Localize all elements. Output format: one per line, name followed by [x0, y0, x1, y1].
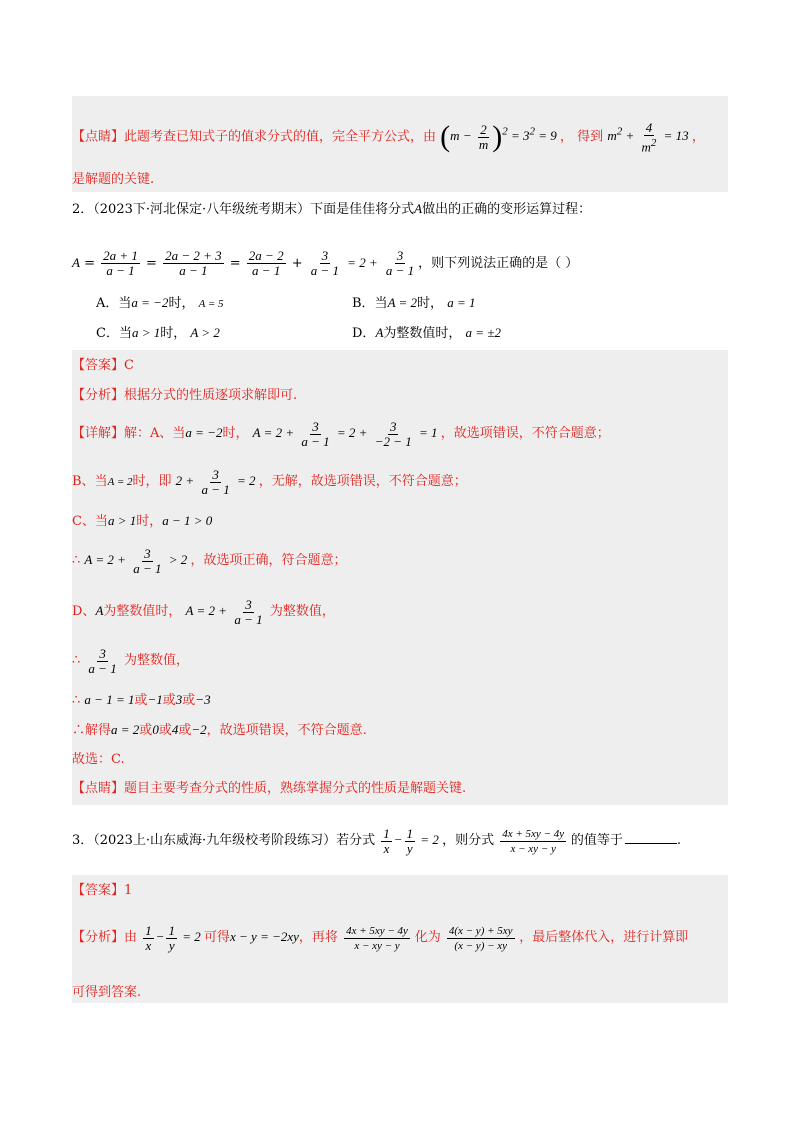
tip-text: 此题考查已知式子的值求分式的值，完全平方公式，由	[124, 129, 437, 145]
q1-tip-line: 【点睛】此题考查已知式子的值求分式的值，完全平方公式，由 (m − $\frac{2}{m}$ )$^2 = 3^2 = 9$ ， 得到 $m^2$ + $\frac{4}{m^2}$ = 13 ，	[72, 119, 705, 155]
q2-detail-b: B、当A = 2时，即 2 + $\frac{3}{a - 1}$ = 2 ，无解，故选项错误，不符合题意；	[72, 466, 467, 497]
q2-analysis: 【分析】根据分式的性质逐项求解即可.	[72, 388, 298, 403]
q3-analysis: 【分析】由 $\frac{1}{x}$ − $\frac{1}{y}$ = 2 可得x − y = −2xy，再将 $\frac{4x + 5xy - 4y}{x - xy - y}$ 化为 $\frac{4(x - y) + 5xy}{(x - y) - xy}$ ，最后整体代入，进行计算即	[72, 922, 689, 953]
q2-equation: A = $\frac{2a + 1}{a - 1}$ = $\frac{2a - 2 + 3}{a - 1}$ = $\frac{2a - 2}{a - 1}$ + $\frac{3}{a - 1}$ = 2 + $\frac{3}{a - 1}$ ，则下列说法正确的是（ ）	[72, 248, 579, 278]
q1-tip-line-2: 是解题的关键.	[72, 172, 155, 187]
tip-tag: 【点睛】	[72, 129, 125, 145]
q2-tip: 【点睛】题目主要考查分式的性质，熟练掌握分式的性质是解题关键.	[72, 781, 467, 796]
q2-detail-d4: ∴解得a = 2或0或4或−2，故选项错误，不符合题意.	[72, 722, 367, 738]
option-a[interactable]: A．当a = −2时， A = 5	[96, 295, 224, 311]
result-expression: $m^2$ + $\frac{4}{m^2}$ = 13	[607, 119, 689, 155]
q2-detail-c: C、当a > 1时，a − 1 > 0	[72, 513, 213, 529]
q3-stem: 3．（2023上·山东威海·九年级校考阶段练习）若分式 $\frac{1}{x}$ − $\frac{1}{y}$ = 2 ，则分式 $\frac{4x + 5xy - 4y}{x - xy - y}$ 的值等于 .	[72, 825, 682, 856]
q2-detail-a: 【详解】解：A、当a = −2时， A = 2 + $\frac{3}{a - 1}$ = 2 + $\frac{3}{-2 - 1}$ = 1 ，故选项错误，不符合题意；	[72, 418, 610, 449]
q3-answer: 【答案】1	[72, 883, 133, 898]
q2-choose: 故选：C.	[72, 752, 125, 767]
q2-detail-d: D、A为整数值时， A = 2 + $\frac{3}{a - 1}$ 为整数值，	[72, 596, 335, 627]
q2-detail-c2: ∴ A = 2 + $\frac{3}{a - 1}$ > 2 ，故选项正确，符合题意；	[72, 545, 347, 576]
q2-detail-d3: ∴ a − 1 = 1或−1或3或−3	[72, 692, 211, 708]
answer-blank[interactable]	[625, 843, 677, 844]
q3-analysis-2: 可得到答案.	[72, 985, 142, 1000]
q2-answer: 【答案】C	[72, 358, 134, 373]
option-b[interactable]: B．当A = 2时， a = 1	[352, 295, 476, 311]
option-c[interactable]: C．当a > 1时， A > 2	[96, 325, 220, 341]
q2-detail-d2: ∴ $\frac{3}{a - 1}$ 为整数值，	[72, 645, 189, 676]
squared-expression: (m − $\frac{2}{m}$ )$^2 = 3^2 = 9$	[440, 120, 557, 154]
q2-stem: 2．（2023下·河北保定·八年级统考期末）下面是佳佳将分式A做出的正确的变形运算过程：	[72, 201, 592, 217]
option-d[interactable]: D．A为整数值时， a = ±2	[352, 325, 501, 341]
